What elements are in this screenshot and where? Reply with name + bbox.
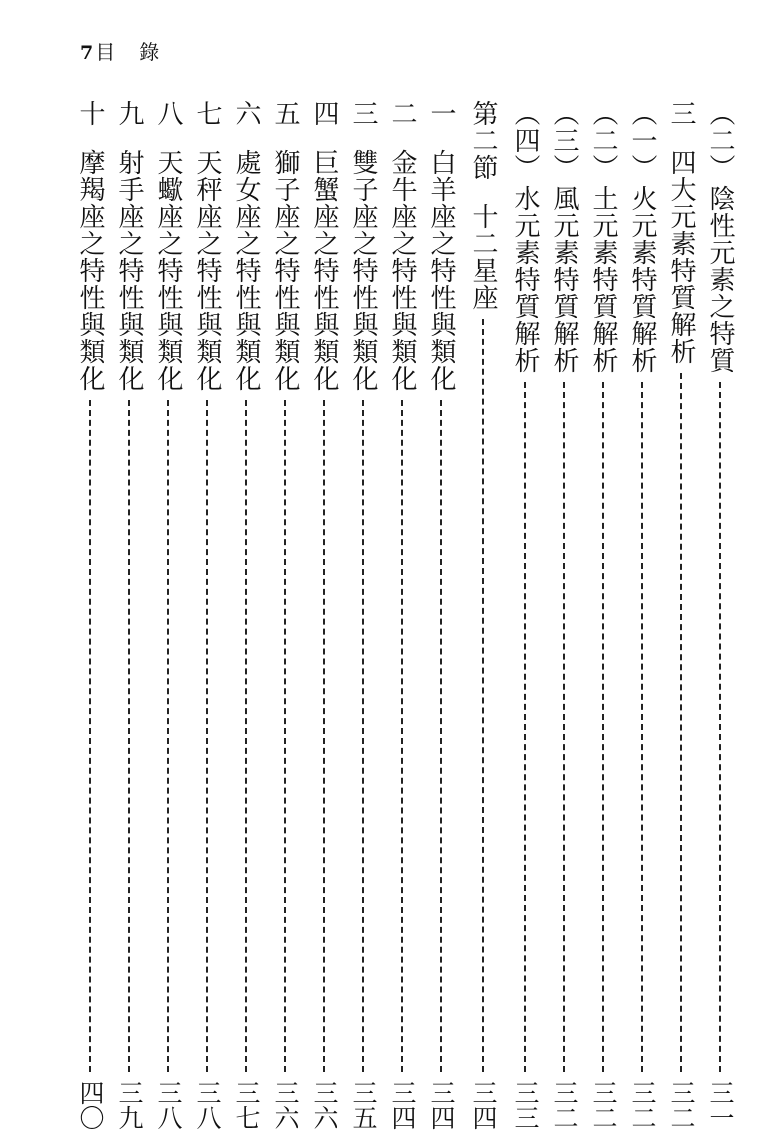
toc-entry [112,100,146,1130]
entry-title: 天秤座之特性與類化 [192,149,222,392]
dot-leader [128,400,130,1072]
entry-title: 水元素特質解析 [510,185,540,374]
dot-leader [284,400,286,1072]
dot-leader [563,382,565,1072]
entry-page: 三四 [388,1080,417,1130]
entry-page: 三六 [310,1080,339,1130]
dot-leader [323,400,325,1072]
entry-title: 四大元素特質解析 [666,149,696,365]
dot-leader [401,400,403,1072]
entry-title: 白羊座之特性與類化 [426,149,456,392]
section-number: 第二節 [468,100,498,181]
dot-leader [440,400,442,1072]
entry-page: 三二 [550,1080,579,1130]
entry-title: 陰性元素之特質 [705,185,735,374]
entry-page: 三八 [193,1080,222,1130]
toc-entry [703,100,737,1130]
toc-entry [307,100,341,1130]
entry-page: 三四 [427,1080,456,1130]
entry-number: （二） [588,100,618,181]
toc-entry [586,100,620,1130]
dot-leader [602,382,604,1072]
toc-entry [547,100,581,1130]
toc-entry [73,100,107,1130]
dot-leader [167,400,169,1072]
toc-entry [151,100,185,1130]
entry-number: 四 [309,100,339,127]
entry-page: 三二 [667,1080,696,1130]
toc-entry [508,100,542,1130]
dot-leader [482,319,484,1072]
toc-entry [268,100,302,1130]
page-title: 目 錄 [95,40,162,64]
entry-page: 三二 [589,1080,618,1130]
entry-page: 三七 [232,1080,261,1130]
dot-leader [362,400,364,1072]
entry-title: 巨蟹座之特性與類化 [309,149,339,392]
entry-title: 火元素特質解析 [627,185,657,374]
entry-page: 三六 [271,1080,300,1130]
entry-number: （二） [705,100,735,181]
toc-entry [385,100,419,1130]
entry-title: 獅子座之特性與類化 [270,149,300,392]
running-header [80,36,161,65]
dot-leader [245,400,247,1072]
dot-leader [206,400,208,1072]
page-number: 7 [80,42,96,64]
entry-title: 金牛座之特性與類化 [387,149,417,392]
entry-page: 三九 [115,1080,144,1130]
entry-page: 三一 [706,1080,735,1130]
entry-title: 射手座之特性與類化 [114,149,144,392]
entry-number: 一 [426,100,456,127]
entry-number: 九 [114,100,144,127]
toc-entry [229,100,263,1130]
entry-number: 十 [75,100,105,127]
entry-title: 摩羯座之特性與類化 [75,149,105,392]
dot-leader [89,400,91,1072]
entry-page: 三四 [469,1080,498,1130]
dot-leader [641,382,643,1072]
toc-entry [346,100,380,1130]
dot-leader [719,382,721,1072]
entry-number: 七 [192,100,222,127]
entry-page: 三三 [511,1080,540,1130]
entry-title: 雙子座之特性與類化 [348,149,378,392]
entry-page: 三五 [349,1080,378,1130]
dot-leader [524,382,526,1072]
toc-entry [664,100,698,1130]
entry-page: 三八 [154,1080,183,1130]
entry-number: （一） [627,100,657,181]
entry-title: 風元素特質解析 [549,185,579,374]
toc-entry [190,100,224,1130]
toc-entry [625,100,659,1130]
entry-number: 二 [387,100,417,127]
toc-entry [424,100,458,1130]
entry-number: 三 [348,100,378,127]
toc-entry-section [466,100,500,1130]
entry-number: （三） [549,100,579,181]
entry-title: 土元素特質解析 [588,185,618,374]
section-title: 十二星座 [468,203,498,311]
entry-number: 六 [231,100,261,127]
entry-title: 處女座之特性與類化 [231,149,261,392]
entry-number: 八 [153,100,183,127]
entry-title: 天蠍座之特性與類化 [153,149,183,392]
entry-page: 四〇 [76,1080,105,1130]
entry-page: 三二 [628,1080,657,1130]
entry-number: 三 [666,100,696,127]
entry-number: 五 [270,100,300,127]
entry-number: （四） [510,100,540,181]
dot-leader [680,373,682,1072]
